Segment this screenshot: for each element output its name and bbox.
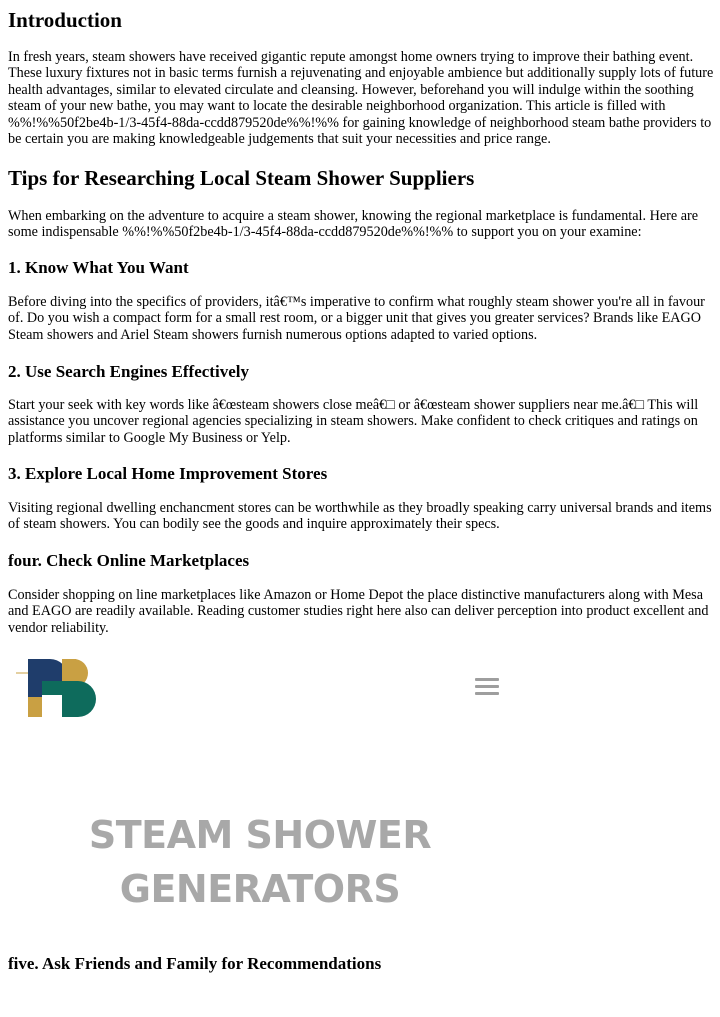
tip1-paragraph: Before diving into the specifics of providers, itâ€™s imperative to confirm what roughly steam shower you're all in favour of. Do you wish a compact form for a small rest room, or a bigger unit that gives you greater services? Brands like EAGO Steam showers and Ariel Steam showers furnish numerous options adapted to varied options. bbox=[8, 294, 705, 343]
menu-line bbox=[475, 692, 499, 695]
tips-paragraph: When embarking on the adventure to acquire a steam shower, knowing the regional marketplace is fundamental. Here are some indispensable %%!%%50f2be4b-1/3-45f4-88da-ccdd879520de%%!%% to support you on your examine: bbox=[8, 208, 699, 241]
banner-title-line1: STEAM SHOWER bbox=[88, 813, 432, 857]
menu-line bbox=[475, 685, 499, 688]
banner-title-line2: GENERATORS bbox=[119, 867, 401, 911]
tip4-heading: four. Check Online Marketplaces bbox=[8, 551, 250, 570]
embedded-banner-image bbox=[0, 648, 520, 938]
banner-title bbox=[40, 808, 480, 916]
tip3-paragraph: Visiting regional dwelling enchancment stores can be worthwhile as they broadly speaking carry universal brands and items of steam showers. You can bodily see the goods and inquire approximately their specs. bbox=[8, 500, 712, 533]
tip2-heading: 2. Use Search Engines Effectively bbox=[8, 362, 249, 381]
brand-logo-icon[interactable] bbox=[16, 659, 100, 717]
hamburger-menu-icon[interactable] bbox=[475, 678, 499, 695]
tip1-heading: 1. Know What You Want bbox=[8, 258, 189, 277]
intro-paragraph: In fresh years, steam showers have received gigantic repute amongst home owners trying to improve their bathing event. These luxury fixtures not in basic terms furnish a rejuvenating and enjoyable ambience but additionally supply lots of future health advantages, similar to elevated circulate and cleansing. However, beforehand you will indulge within the soothing steam of your new bathe, you may want to locate the desirable neighborhood organization. This article is filled with %%!%%50f2be4b-1/3-45f4-88da-ccdd879520de%%!%% for gaining knowledge of neighborhood steam bathe providers to be certain you are making knowledgeable judgements that suit your necessities and price range. bbox=[8, 49, 714, 148]
tips-heading: Tips for Researching Local Steam Shower Suppliers bbox=[8, 166, 475, 190]
tip2-paragraph: Start your seek with key words like â€œsteam showers close meâ€□ or â€œsteam shower suppliers near me.â€□ This will assistance you uncover regional agencies specializing in steam showers. Make confident to check critiques and ratings on platforms similar to Google My Business or Yelp. bbox=[8, 397, 699, 446]
intro-heading: Introduction bbox=[8, 8, 122, 32]
menu-line bbox=[475, 678, 499, 681]
tip4-paragraph: Consider shopping on line marketplaces like Amazon or Home Depot the place distinctive manufacturers along with Mesa and EAGO are readily available. Reading customer studies right here also can deliver perception into product excellent and vendor reliability. bbox=[8, 587, 709, 636]
tip5-heading: five. Ask Friends and Family for Recommendations bbox=[8, 954, 382, 973]
tip3-heading: 3. Explore Local Home Improvement Stores bbox=[8, 464, 328, 483]
